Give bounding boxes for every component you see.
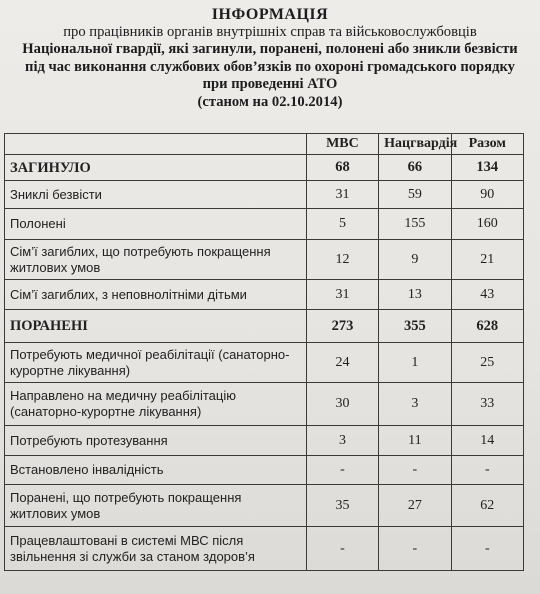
table-row xyxy=(5,426,524,456)
row-label: Поранені, що потребують покращення житлових умов xyxy=(5,485,307,527)
heading-line-1: про працівників органів внутрішніх справ та військовослужбовців xyxy=(63,23,477,40)
cell-total: 14 xyxy=(451,426,523,456)
row-label: ПОРАНЕНІ xyxy=(5,310,307,343)
table-row xyxy=(5,343,524,383)
cell-total: 90 xyxy=(451,181,523,209)
cell-mvs: 12 xyxy=(306,240,378,280)
table-header-row xyxy=(5,134,524,155)
cell-total: 62 xyxy=(451,485,523,527)
row-label: Сім’ї загиблих, що потребують покращення житлових умов xyxy=(5,240,307,280)
row-label: Потребують протезування xyxy=(5,426,307,456)
table-row xyxy=(5,527,524,571)
row-label: Зниклі безвісти xyxy=(5,181,307,209)
cell-natsgvardiya: - xyxy=(379,527,451,571)
heading-date: (станом на 02.10.2014) xyxy=(197,93,343,110)
header-mvs: МВС xyxy=(306,134,378,155)
cell-natsgvardiya: 355 xyxy=(379,310,451,343)
cell-total: 33 xyxy=(451,383,523,426)
table-row xyxy=(5,485,524,527)
cell-mvs: 30 xyxy=(306,383,378,426)
table-row xyxy=(5,383,524,426)
cell-total: 21 xyxy=(451,240,523,280)
row-label: Встановлено інвалідність xyxy=(5,456,307,485)
row-label: Сім’ї загиблих, з неповнолітніми дітьми xyxy=(5,280,307,310)
cell-total: 25 xyxy=(451,343,523,383)
row-label: Полонені xyxy=(5,209,307,240)
table-row xyxy=(5,456,524,485)
cell-mvs: 5 xyxy=(306,209,378,240)
cell-total: 160 xyxy=(451,209,523,240)
cell-total: 628 xyxy=(451,310,523,343)
cell-mvs: 31 xyxy=(306,181,378,209)
cell-natsgvardiya: 3 xyxy=(379,383,451,426)
row-label: Працевлаштовані в системі МВС після звільнення зі служби за станом здоров’я xyxy=(5,527,307,571)
cell-total: - xyxy=(451,456,523,485)
cell-natsgvardiya: 11 xyxy=(379,426,451,456)
cell-natsgvardiya: 1 xyxy=(379,343,451,383)
cell-total: - xyxy=(451,527,523,571)
casualty-table xyxy=(4,133,524,571)
document-heading xyxy=(0,6,540,112)
table-row xyxy=(5,240,524,280)
cell-mvs: 24 xyxy=(306,343,378,383)
table-row xyxy=(5,155,524,181)
row-label: ЗАГИНУЛО xyxy=(5,155,307,181)
cell-natsgvardiya: 66 xyxy=(379,155,451,181)
cell-total: 134 xyxy=(451,155,523,181)
header-natsgvardiya: Нацгвардія xyxy=(379,134,451,155)
table-row xyxy=(5,181,524,209)
cell-mvs: 68 xyxy=(306,155,378,181)
cell-mvs: 35 xyxy=(306,485,378,527)
heading-line-2: Національної гвардії, які загинули, поранені, полонені або зникли безвісти xyxy=(22,41,518,58)
row-label: Потребують медичної реабілітації (санаторно-курортне лікування) xyxy=(5,343,307,383)
cell-mvs: - xyxy=(306,527,378,571)
heading-line-4: при проведенні АТО xyxy=(202,76,338,93)
heading-line-3: під час виконання службових обов’язків по охороні громадського порядку xyxy=(25,58,515,75)
header-total: Разом xyxy=(451,134,523,155)
cell-mvs: - xyxy=(306,456,378,485)
cell-natsgvardiya: 59 xyxy=(379,181,451,209)
table-row xyxy=(5,280,524,310)
cell-natsgvardiya: 155 xyxy=(379,209,451,240)
cell-mvs: 31 xyxy=(306,280,378,310)
cell-total: 43 xyxy=(451,280,523,310)
table-row xyxy=(5,209,524,240)
document-title: ІНФОРМАЦІЯ xyxy=(211,6,329,23)
row-label: Направлено на медичну реабілітацію (санаторно-курортне лікування) xyxy=(5,383,307,426)
header-blank xyxy=(5,134,307,155)
cell-mvs: 3 xyxy=(306,426,378,456)
table-row xyxy=(5,310,524,343)
cell-natsgvardiya: 27 xyxy=(379,485,451,527)
cell-natsgvardiya: 9 xyxy=(379,240,451,280)
cell-natsgvardiya: 13 xyxy=(379,280,451,310)
cell-natsgvardiya: - xyxy=(379,456,451,485)
cell-mvs: 273 xyxy=(306,310,378,343)
